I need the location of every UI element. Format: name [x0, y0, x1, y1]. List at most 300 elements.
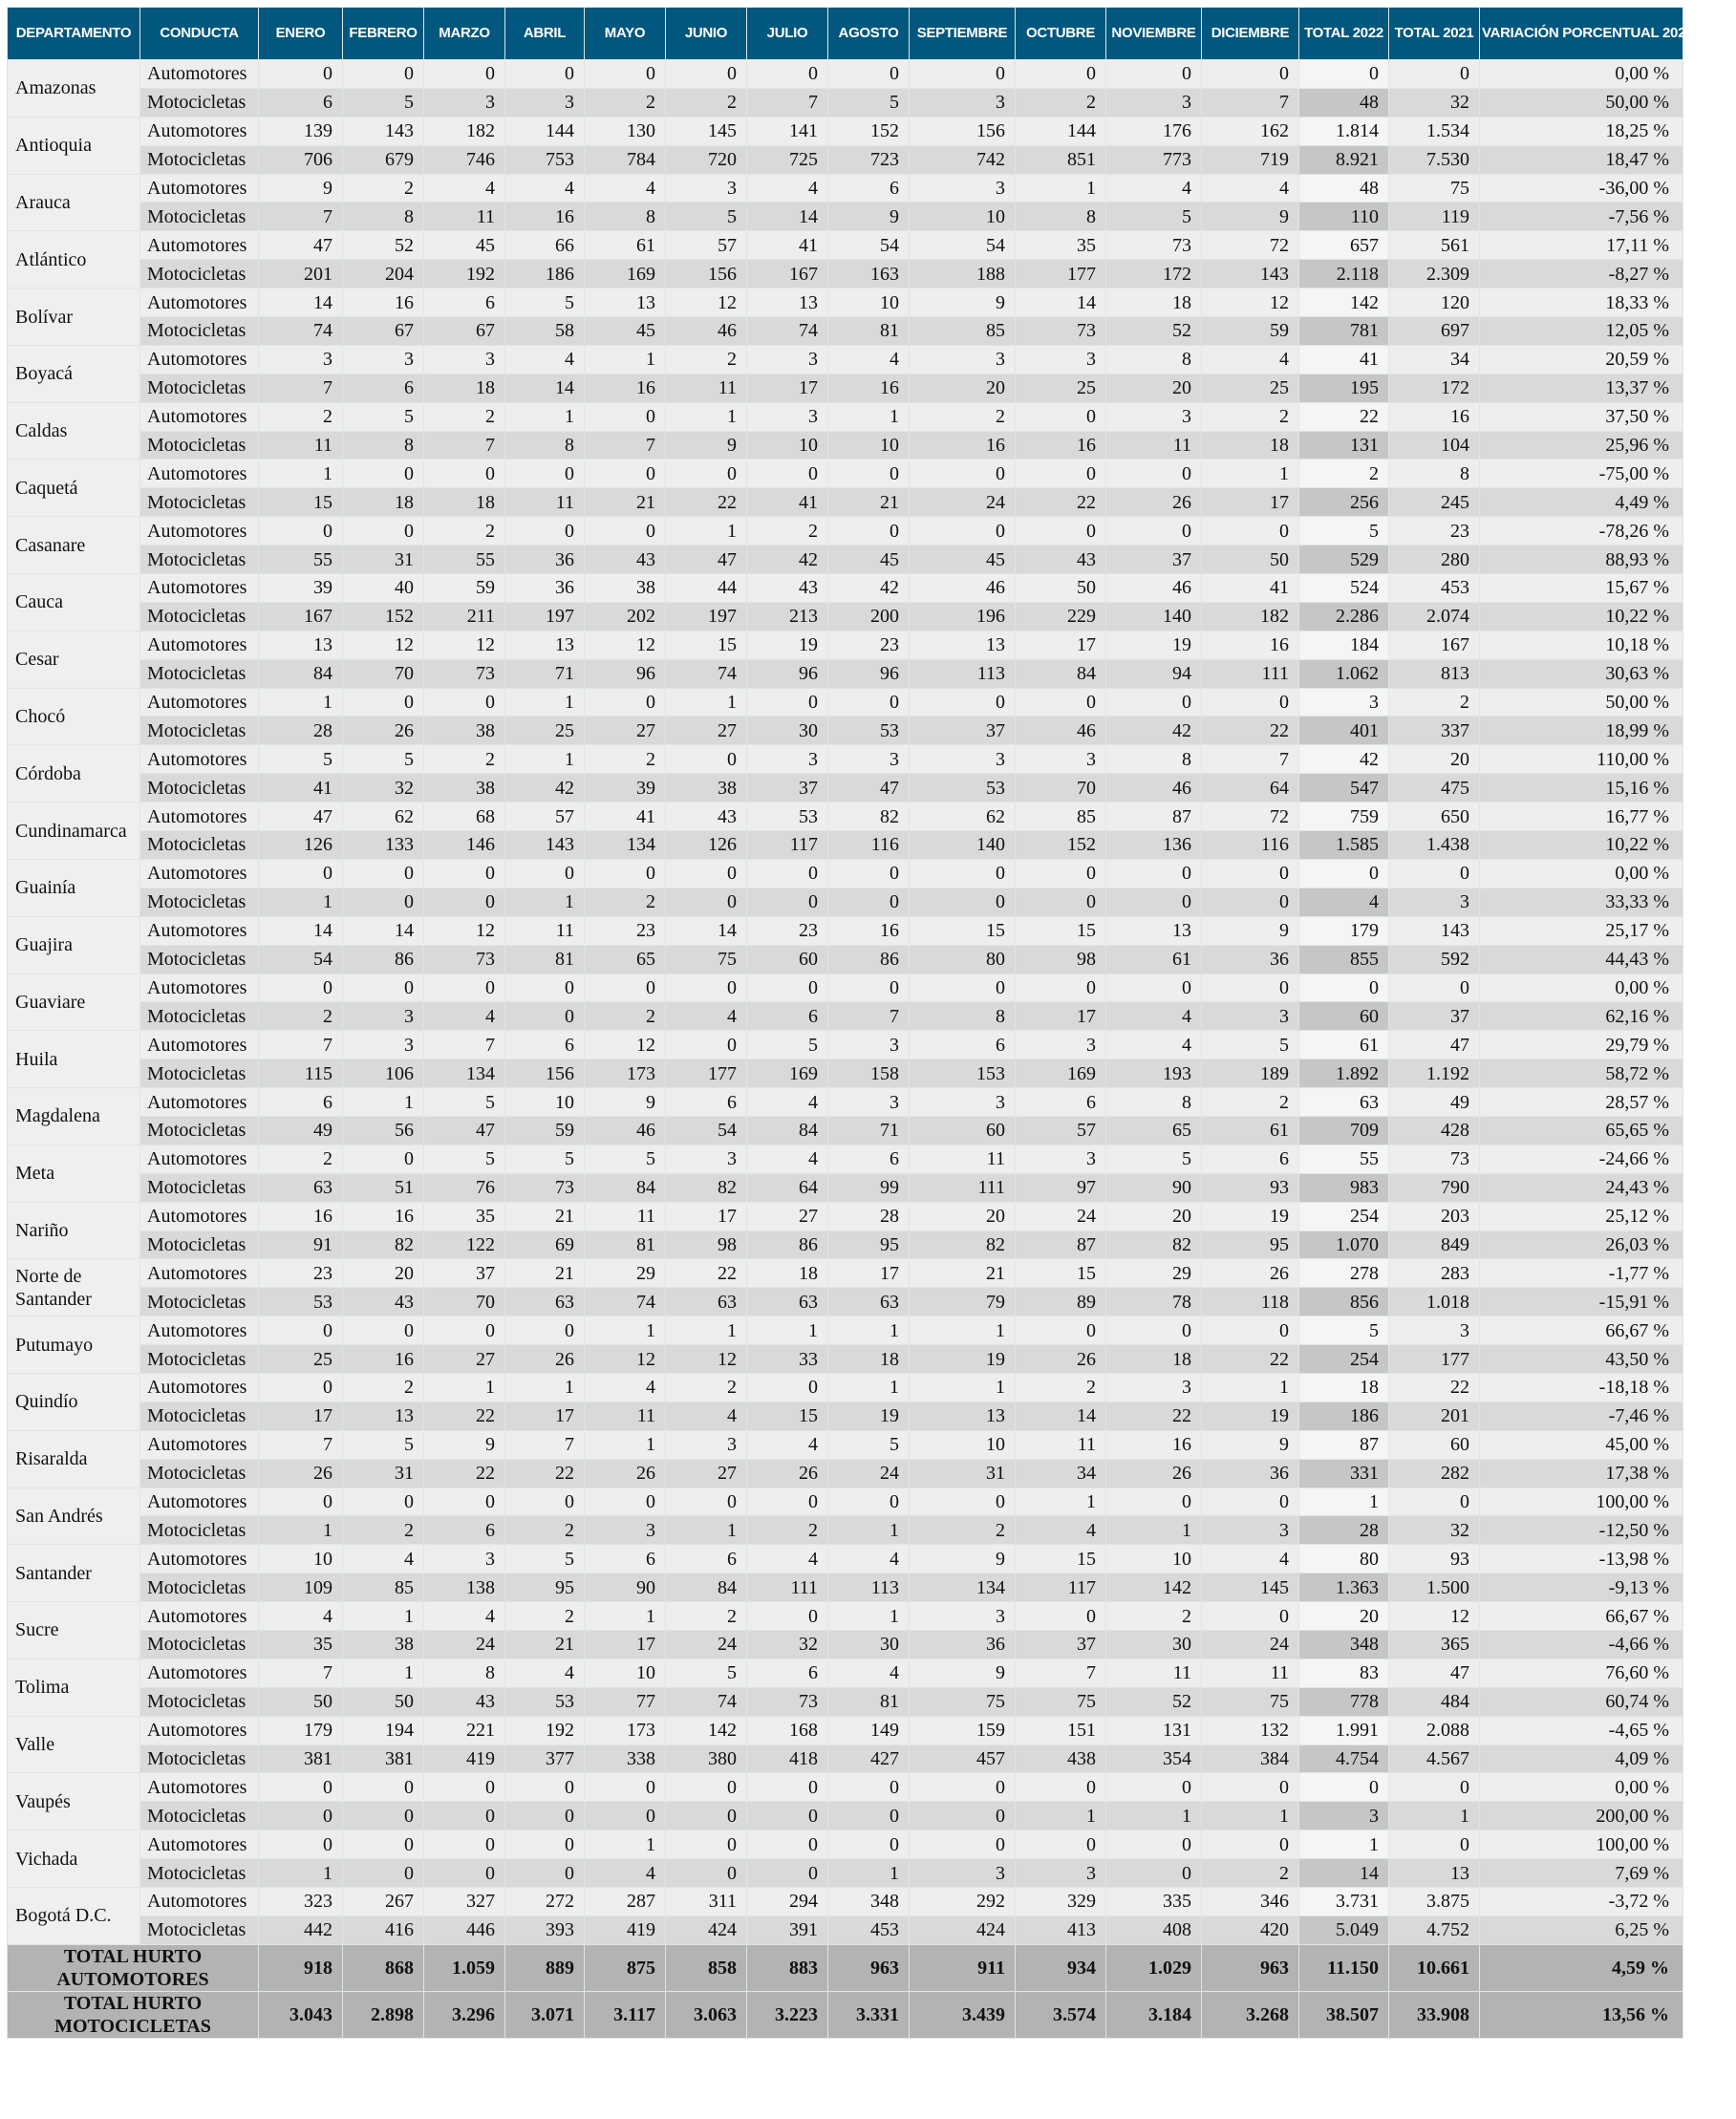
total-2021-cell: 13 — [1389, 1859, 1480, 1888]
month-cell: 74 — [666, 659, 747, 688]
month-cell: 4 — [828, 345, 910, 374]
month-cell: 73 — [1106, 231, 1202, 260]
month-cell: 323 — [259, 1888, 343, 1916]
month-cell: 20 — [343, 1259, 424, 1288]
month-cell: 111 — [1202, 659, 1299, 688]
month-cell: 117 — [1016, 1573, 1106, 1602]
month-cell: 29 — [585, 1259, 666, 1288]
month-cell: 294 — [747, 1888, 828, 1916]
month-cell: 3.184 — [1106, 1991, 1202, 2038]
total-2021-cell: 592 — [1389, 945, 1480, 974]
month-cell: 37 — [424, 1259, 505, 1288]
month-cell: 5 — [505, 1145, 585, 1173]
month-cell: 3 — [666, 1430, 747, 1459]
total-2022-cell: 42 — [1299, 745, 1389, 774]
month-cell: 5 — [343, 745, 424, 774]
conducta-label: Automotores — [140, 1488, 259, 1516]
month-cell: 0 — [910, 1830, 1016, 1859]
total-2022-cell: 8.921 — [1299, 145, 1389, 174]
month-cell: 50 — [343, 1687, 424, 1716]
month-cell: 311 — [666, 1888, 747, 1916]
total-2021-cell: 2.088 — [1389, 1716, 1480, 1744]
total-2022-cell: 331 — [1299, 1459, 1389, 1488]
variation-cell: 60,74 % — [1480, 1687, 1683, 1716]
total-2022-cell: 759 — [1299, 803, 1389, 831]
month-cell: 8 — [343, 203, 424, 231]
month-cell: 1 — [505, 888, 585, 916]
month-cell: 0 — [1106, 1488, 1202, 1516]
month-cell: 11 — [1016, 1430, 1106, 1459]
month-cell: 38 — [424, 774, 505, 803]
month-cell: 45 — [424, 231, 505, 260]
month-cell: 38 — [666, 774, 747, 803]
month-cell: 162 — [1202, 117, 1299, 145]
variation-cell: 4,49 % — [1480, 488, 1683, 517]
month-cell: 113 — [828, 1573, 910, 1602]
conducta-label: Motocicletas — [140, 1231, 259, 1259]
month-cell: 0 — [424, 888, 505, 916]
department-name: Quindío — [8, 1373, 140, 1430]
month-cell: 74 — [259, 317, 343, 346]
total-2022-cell: 184 — [1299, 631, 1389, 659]
conducta-label: Motocicletas — [140, 374, 259, 402]
month-cell: 2 — [424, 745, 505, 774]
month-cell: 8 — [343, 431, 424, 460]
month-cell: 3 — [666, 174, 747, 203]
department-name: San Andrés — [8, 1488, 140, 1545]
column-header-noviembre: NOVIEMBRE — [1106, 8, 1202, 60]
month-cell: 1 — [666, 402, 747, 431]
month-cell: 1 — [585, 1830, 666, 1859]
month-cell: 0 — [343, 688, 424, 717]
total-2022-cell: 278 — [1299, 1259, 1389, 1288]
column-header-variacion-porcentual: VARIACIÓN PORCENTUAL 2022 - 2021 — [1480, 8, 1683, 60]
month-cell: 152 — [343, 602, 424, 631]
month-cell: 16 — [828, 374, 910, 402]
table-row — [8, 60, 1683, 89]
month-cell: 4 — [585, 1859, 666, 1888]
month-cell: 109 — [259, 1573, 343, 1602]
table-row — [8, 1430, 1683, 1459]
month-cell: 19 — [1202, 1402, 1299, 1430]
month-cell: 16 — [505, 203, 585, 231]
month-cell: 4 — [666, 1002, 747, 1031]
conducta-label: Automotores — [140, 345, 259, 374]
month-cell: 7 — [585, 431, 666, 460]
month-cell: 12 — [424, 916, 505, 945]
month-cell: 0 — [1202, 688, 1299, 717]
month-cell: 16 — [1106, 1430, 1202, 1459]
month-cell: 0 — [666, 1859, 747, 1888]
month-cell: 73 — [424, 945, 505, 974]
conducta-label: Motocicletas — [140, 203, 259, 231]
month-cell: 21 — [828, 488, 910, 517]
month-cell: 5 — [343, 402, 424, 431]
month-cell: 0 — [259, 859, 343, 888]
conducta-label: Motocicletas — [140, 831, 259, 860]
month-cell: 3 — [1106, 402, 1202, 431]
total-2022-cell: 5.049 — [1299, 1916, 1389, 1944]
month-cell: 354 — [1106, 1744, 1202, 1773]
month-cell: 14 — [1016, 1402, 1106, 1430]
month-cell: 15 — [1016, 916, 1106, 945]
month-cell: 0 — [505, 60, 585, 89]
month-cell: 3 — [910, 345, 1016, 374]
month-cell: 30 — [1106, 1630, 1202, 1659]
total-2021-cell: 0 — [1389, 60, 1480, 89]
month-cell: 10 — [259, 1545, 343, 1573]
month-cell: 0 — [1106, 517, 1202, 546]
month-cell: 2 — [1202, 1859, 1299, 1888]
variation-cell: 10,22 % — [1480, 831, 1683, 860]
month-cell: 73 — [424, 659, 505, 688]
month-cell: 2 — [747, 1516, 828, 1545]
total-2022-cell: 28 — [1299, 1516, 1389, 1545]
month-cell: 0 — [424, 859, 505, 888]
conducta-label: Motocicletas — [140, 145, 259, 174]
conducta-label: Motocicletas — [140, 1573, 259, 1602]
month-cell: 22 — [1106, 1402, 1202, 1430]
month-cell: 16 — [828, 916, 910, 945]
total-2021-cell: 2.309 — [1389, 260, 1480, 289]
month-cell: 0 — [1202, 1773, 1299, 1802]
table-row — [8, 203, 1683, 231]
month-cell: 25 — [505, 717, 585, 745]
month-cell: 1 — [666, 1316, 747, 1345]
total-2022-cell: 254 — [1299, 1345, 1389, 1374]
month-cell: 4 — [747, 1545, 828, 1573]
month-cell: 11 — [1202, 1659, 1299, 1687]
month-cell: 22 — [505, 1459, 585, 1488]
total-2021-cell: 12 — [1389, 1602, 1480, 1631]
month-cell: 381 — [259, 1744, 343, 1773]
month-cell: 408 — [1106, 1916, 1202, 1944]
column-header-abril: ABRIL — [505, 8, 585, 60]
table-row — [8, 1231, 1683, 1259]
month-cell: 63 — [666, 1288, 747, 1316]
variation-cell: 65,65 % — [1480, 1116, 1683, 1145]
month-cell: 6 — [828, 1145, 910, 1173]
month-cell: 2 — [424, 517, 505, 546]
table-row — [8, 1859, 1683, 1888]
total-2022-cell: 3 — [1299, 688, 1389, 717]
month-cell: 1 — [505, 688, 585, 717]
month-cell: 24 — [1202, 1630, 1299, 1659]
month-cell: 0 — [1106, 974, 1202, 1002]
total-2021-cell: 167 — [1389, 631, 1480, 659]
month-cell: 113 — [910, 659, 1016, 688]
total-2021-cell: 650 — [1389, 803, 1480, 831]
conducta-label: Automotores — [140, 1259, 259, 1288]
month-cell: 8 — [585, 203, 666, 231]
month-cell: 7 — [259, 203, 343, 231]
month-cell: 111 — [910, 1173, 1016, 1202]
conducta-label: Automotores — [140, 974, 259, 1002]
table-row — [8, 1687, 1683, 1716]
month-cell: 13 — [505, 631, 585, 659]
month-cell: 59 — [424, 574, 505, 603]
total-2022-cell: 2.118 — [1299, 260, 1389, 289]
variation-cell: 37,50 % — [1480, 402, 1683, 431]
month-cell: 136 — [1106, 831, 1202, 860]
month-cell: 145 — [1202, 1573, 1299, 1602]
month-cell: 784 — [585, 145, 666, 174]
month-cell: 90 — [1106, 1173, 1202, 1202]
month-cell: 15 — [259, 488, 343, 517]
variation-cell: -3,72 % — [1480, 1888, 1683, 1916]
total-2022-cell: 983 — [1299, 1173, 1389, 1202]
month-cell: 7 — [505, 1430, 585, 1459]
variation-cell: 18,99 % — [1480, 717, 1683, 745]
variation-cell: -78,26 % — [1480, 517, 1683, 546]
month-cell: 10 — [828, 431, 910, 460]
variation-cell: 25,12 % — [1480, 1202, 1683, 1231]
month-cell: 144 — [505, 117, 585, 145]
month-cell: 139 — [259, 117, 343, 145]
month-cell: 25 — [1016, 374, 1106, 402]
month-cell: 0 — [505, 1773, 585, 1802]
month-cell: 63 — [505, 1288, 585, 1316]
month-cell: 0 — [828, 974, 910, 1002]
table-row — [8, 916, 1683, 945]
conducta-label: Motocicletas — [140, 1687, 259, 1716]
month-cell: 0 — [259, 1830, 343, 1859]
month-cell: 5 — [666, 203, 747, 231]
month-cell: 0 — [424, 460, 505, 488]
conducta-label: Automotores — [140, 803, 259, 831]
month-cell: 71 — [505, 659, 585, 688]
conducta-label: Motocicletas — [140, 1630, 259, 1659]
conducta-label: Automotores — [140, 1659, 259, 1687]
month-cell: 851 — [1016, 145, 1106, 174]
month-cell: 2 — [585, 745, 666, 774]
month-cell: 4 — [747, 174, 828, 203]
month-cell: 196 — [910, 602, 1016, 631]
month-cell: 11 — [585, 1402, 666, 1430]
total-2021-cell: 0 — [1389, 974, 1480, 1002]
month-cell: 142 — [666, 1716, 747, 1744]
month-cell: 3 — [1202, 1516, 1299, 1545]
month-cell: 3 — [828, 1031, 910, 1060]
total-2022-cell: 14 — [1299, 1859, 1389, 1888]
conducta-label: Motocicletas — [140, 888, 259, 916]
month-cell: 53 — [259, 1288, 343, 1316]
total-2022-cell: 1.062 — [1299, 659, 1389, 688]
conducta-label: Motocicletas — [140, 945, 259, 974]
total-2022-cell: 1.991 — [1299, 1716, 1389, 1744]
variation-cell: 0,00 % — [1480, 60, 1683, 89]
table-row — [8, 1002, 1683, 1031]
month-cell: 10 — [828, 289, 910, 317]
total-2022-cell: 855 — [1299, 945, 1389, 974]
month-cell: 43 — [747, 574, 828, 603]
month-cell: 54 — [910, 231, 1016, 260]
month-cell: 1 — [585, 345, 666, 374]
month-cell: 6 — [828, 174, 910, 203]
month-cell: 13 — [343, 1402, 424, 1430]
month-cell: 36 — [1202, 1459, 1299, 1488]
month-cell: 7 — [828, 1002, 910, 1031]
month-cell: 2 — [424, 402, 505, 431]
month-cell: 1.029 — [1106, 1944, 1202, 1991]
variation-cell: 44,43 % — [1480, 945, 1683, 974]
variation-cell: 18,33 % — [1480, 289, 1683, 317]
table-row — [8, 117, 1683, 145]
table-row — [8, 317, 1683, 346]
month-cell: 0 — [1016, 688, 1106, 717]
month-cell: 0 — [505, 1802, 585, 1830]
month-cell: 963 — [1202, 1944, 1299, 1991]
month-cell: 1 — [1202, 1373, 1299, 1402]
month-cell: 2.898 — [343, 1991, 424, 2038]
month-cell: 168 — [747, 1716, 828, 1744]
month-cell: 3 — [424, 1545, 505, 1573]
month-cell: 22 — [424, 1459, 505, 1488]
month-cell: 3.117 — [585, 1991, 666, 2038]
total-2022-cell: 524 — [1299, 574, 1389, 603]
month-cell: 2 — [259, 1145, 343, 1173]
month-cell: 221 — [424, 1716, 505, 1744]
variation-cell: 28,57 % — [1480, 1088, 1683, 1117]
table-row — [8, 1716, 1683, 1744]
month-cell: 36 — [1202, 945, 1299, 974]
month-cell: 1 — [828, 1602, 910, 1631]
table-row — [8, 859, 1683, 888]
month-cell: 79 — [910, 1288, 1016, 1316]
month-cell: 14 — [343, 916, 424, 945]
month-cell: 84 — [666, 1573, 747, 1602]
month-cell: 17 — [1016, 631, 1106, 659]
month-cell: 6 — [424, 1516, 505, 1545]
conducta-label: Automotores — [140, 174, 259, 203]
variation-cell: 33,33 % — [1480, 888, 1683, 916]
month-cell: 59 — [505, 1116, 585, 1145]
department-name: Putumayo — [8, 1316, 140, 1374]
month-cell: 6 — [505, 1031, 585, 1060]
variation-cell: 0,00 % — [1480, 974, 1683, 1002]
month-cell: 26 — [343, 717, 424, 745]
month-cell: 90 — [585, 1573, 666, 1602]
month-cell: 0 — [910, 460, 1016, 488]
month-cell: 4 — [424, 1602, 505, 1631]
month-cell: 346 — [1202, 1888, 1299, 1916]
month-cell: 38 — [424, 717, 505, 745]
month-cell: 4 — [1016, 1516, 1106, 1545]
column-header-mayo: MAYO — [585, 8, 666, 60]
month-cell: 82 — [910, 1231, 1016, 1259]
month-cell: 57 — [505, 803, 585, 831]
conducta-label: Automotores — [140, 517, 259, 546]
month-cell: 11 — [666, 374, 747, 402]
month-cell: 95 — [828, 1231, 910, 1259]
month-cell: 50 — [1202, 546, 1299, 574]
month-cell: 75 — [910, 1687, 1016, 1716]
total-2022-cell: 60 — [1299, 1002, 1389, 1031]
conducta-label: Motocicletas — [140, 717, 259, 745]
month-cell: 725 — [747, 145, 828, 174]
month-cell: 84 — [747, 1116, 828, 1145]
department-name: Nariño — [8, 1202, 140, 1259]
month-cell: 0 — [1202, 859, 1299, 888]
month-cell: 20 — [910, 1202, 1016, 1231]
month-cell: 74 — [747, 317, 828, 346]
month-cell: 5 — [343, 88, 424, 117]
total-2022-cell: 709 — [1299, 1116, 1389, 1145]
month-cell: 327 — [424, 1888, 505, 1916]
month-cell: 4 — [505, 345, 585, 374]
total-2022-cell: 3 — [1299, 1802, 1389, 1830]
month-cell: 67 — [343, 317, 424, 346]
month-cell: 1 — [259, 460, 343, 488]
month-cell: 17 — [747, 374, 828, 402]
month-cell: 0 — [1106, 859, 1202, 888]
month-cell: 46 — [910, 574, 1016, 603]
total-2022-cell: 1.814 — [1299, 117, 1389, 145]
table-row — [8, 431, 1683, 460]
conducta-label: Motocicletas — [140, 1060, 259, 1088]
month-cell: 3 — [747, 345, 828, 374]
total-2022-cell: 657 — [1299, 231, 1389, 260]
month-cell: 0 — [343, 859, 424, 888]
month-cell: 4 — [343, 1545, 424, 1573]
month-cell: 43 — [343, 1288, 424, 1316]
month-cell: 0 — [910, 60, 1016, 89]
month-cell: 11 — [910, 1145, 1016, 1173]
conducta-label: Automotores — [140, 1202, 259, 1231]
total-2021-cell: 3.875 — [1389, 1888, 1480, 1916]
month-cell: 0 — [259, 1802, 343, 1830]
conducta-label: Motocicletas — [140, 88, 259, 117]
month-cell: 7 — [747, 88, 828, 117]
month-cell: 34 — [1016, 1459, 1106, 1488]
month-cell: 70 — [424, 1288, 505, 1316]
month-cell: 0 — [910, 859, 1016, 888]
month-cell: 723 — [828, 145, 910, 174]
month-cell: 3 — [828, 1088, 910, 1117]
variation-cell: -9,13 % — [1480, 1573, 1683, 1602]
month-cell: 0 — [1106, 888, 1202, 916]
month-cell: 0 — [505, 859, 585, 888]
conducta-label: Automotores — [140, 1888, 259, 1916]
total-2022-cell: 401 — [1299, 717, 1389, 745]
month-cell: 73 — [1016, 317, 1106, 346]
variation-cell: -12,50 % — [1480, 1516, 1683, 1545]
month-cell: 22 — [666, 488, 747, 517]
month-cell: 0 — [505, 1859, 585, 1888]
total-2022-cell: 1.585 — [1299, 831, 1389, 860]
variation-cell: 13,56 % — [1480, 1991, 1683, 2038]
month-cell: 0 — [1106, 460, 1202, 488]
month-cell: 0 — [585, 859, 666, 888]
month-cell: 169 — [1016, 1060, 1106, 1088]
month-cell: 0 — [424, 1802, 505, 1830]
conducta-label: Automotores — [140, 859, 259, 888]
variation-cell: 30,63 % — [1480, 659, 1683, 688]
month-cell: 192 — [424, 260, 505, 289]
total-2022-cell: 2.286 — [1299, 602, 1389, 631]
total-2022-cell: 254 — [1299, 1202, 1389, 1231]
month-cell: 0 — [828, 688, 910, 717]
month-cell: 143 — [505, 831, 585, 860]
month-cell: 381 — [343, 1744, 424, 1773]
total-2021-cell: 1.500 — [1389, 1573, 1480, 1602]
department-name: Caquetá — [8, 460, 140, 517]
month-cell: 76 — [424, 1173, 505, 1202]
month-cell: 453 — [828, 1916, 910, 1944]
month-cell: 53 — [505, 1687, 585, 1716]
conducta-label: Motocicletas — [140, 488, 259, 517]
month-cell: 19 — [910, 1345, 1016, 1374]
